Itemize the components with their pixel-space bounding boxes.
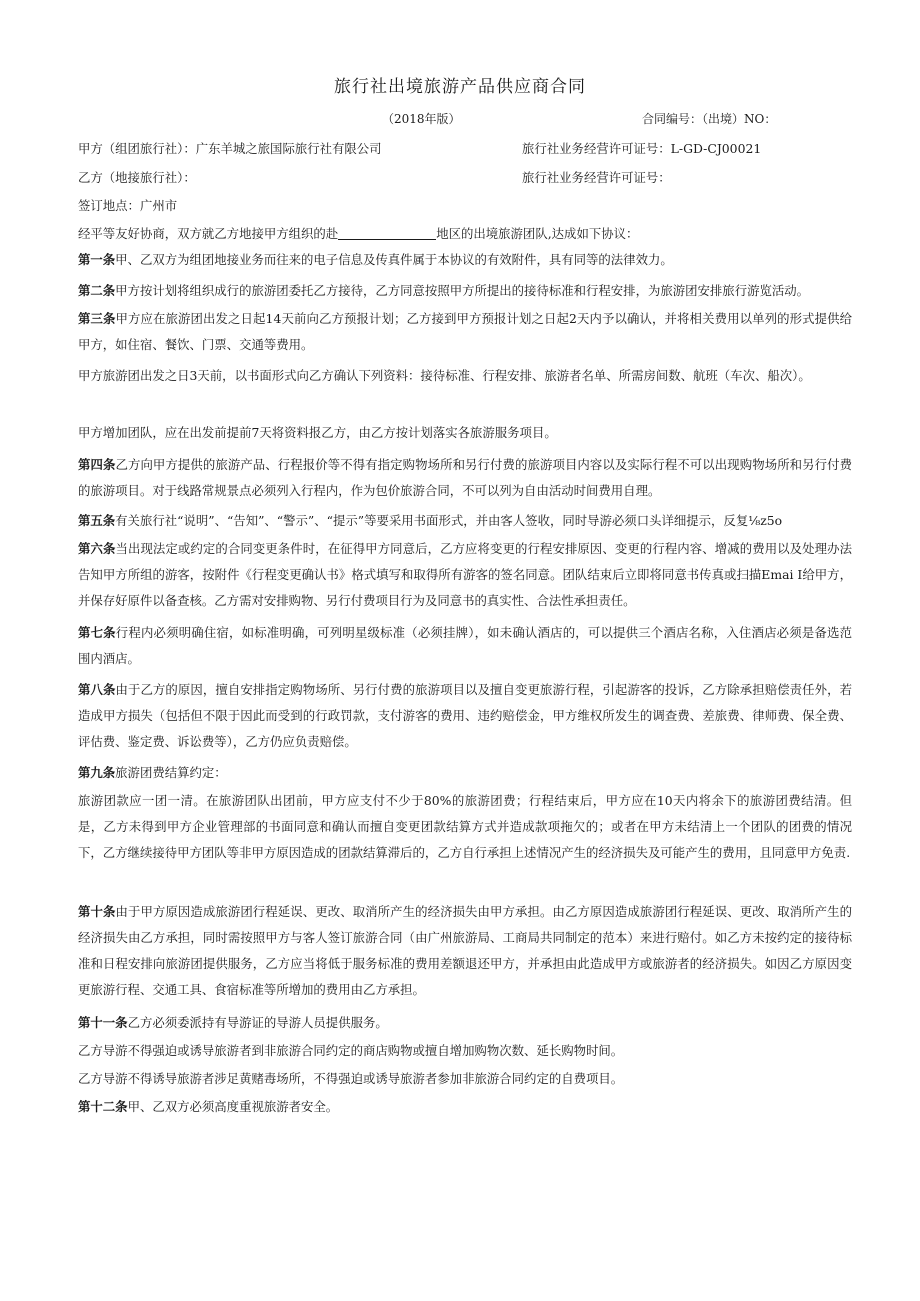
party-a-license: 旅行社业务经营许可证号：L-GD-CJ00021 <box>522 141 762 156</box>
article-12 <box>78 1094 852 1120</box>
edition-label: （2018年版） <box>382 112 461 126</box>
contract-number-label: 合同编号：（出境）NO： <box>642 112 777 126</box>
page-title: 旅行社出境旅游产品供应商合同 <box>334 77 586 97</box>
party-a-label: 甲方（组团旅行社）：广东羊城之旅国际旅行社有限公司 <box>78 141 382 156</box>
article-3 <box>78 306 852 358</box>
article-12-body: 甲、乙双方必须高度重视旅游者安全。 <box>127 1099 339 1114</box>
article-4-body: 乙方向甲方提供的旅游产品、行程报价等不得有指定购物场所和另行付费的旅游项目内容以及实际行程不可以出现购物场所和另行付费的旅游项目。对于线路常规景点必须列入行程内，作为包价旅游合同，不可以列为自由活动时间费用自理。 <box>78 457 853 498</box>
article-11-paragraph-3: 乙方导游不得诱导旅游者涉足黄赌毒场所，不得强迫或诱导旅游者参加非旅游合同约定的自费项目。 <box>78 1071 624 1086</box>
article-6 <box>78 536 852 614</box>
article-6-head: 第六条 <box>78 541 116 556</box>
article-3-body: 甲方应在旅游团出发之日起14天前向乙方预报计划；乙方接到甲方预报计划之日起2天内予以确认，并将相关费用以单列的形式提供给甲方，如住宿、餐饮、门票、交通等费用。 <box>78 311 852 352</box>
destination-blank <box>338 226 436 240</box>
sign-place: 签订地点：广州市 <box>78 198 178 213</box>
article-2 <box>78 278 852 304</box>
article-8-head: 第八条 <box>78 682 116 697</box>
article-9 <box>78 760 852 786</box>
article-9-body: 旅游团费结算约定： <box>115 765 227 780</box>
article-9-paragraph-2: 旅游团款应一团一清。在旅游团队出团前，甲方应支付不少于80%的旅游团费；行程结束后，甲方应在10天内将余下的旅游团费结清。但是，乙方未得到甲方企业管理部的书面同意和确认而擅自变更团款结算方式并造成款项拖欠的；或者在甲方未结清上一个团队的团费的情况下，乙方继续接待甲方团队等非甲方原因造成的团款结算滞后的，乙方自行承担上述情况产生的经济损失及可能产生的费用，且同意甲方免责. <box>78 793 852 860</box>
article-3-paragraph-3: 甲方增加团队，应在出发前提前7天将资料报乙方，由乙方按计划落实各旅游服务项目。 <box>78 425 557 440</box>
article-10 <box>78 899 852 1003</box>
intro-after: 地区的出境旅游团队,达成如下协议： <box>436 226 639 241</box>
article-1 <box>78 247 852 273</box>
intro-before: 经平等友好协商，双方就乙方地接甲方组织的赴 <box>78 226 339 241</box>
article-8-body: 由于乙方的原因，擅自安排指定购物场所、另行付费的旅游项目以及擅自变更旅游行程，引起游客的投诉，乙方除承担赔偿责任外，若造成甲方损失（包括但不限于因此而受到的行政罚款，支付游客的费用、违约赔偿金，甲方维权所发生的调查费、差旅费、律师费、保全费、评估费、鉴定费、诉讼费等），乙方仍应负责赔偿。 <box>78 682 853 749</box>
article-5-head: 第五条 <box>78 513 116 528</box>
article-6-body: 当出现法定或约定的合同变更条件时，在征得甲方同意后，乙方应将变更的行程安排原因、变更的行程内容、增减的费用以及处理办法告知甲方所组的游客，按附件《行程变更确认书》格式填写和取得所有游客的签名同意。团队结束后立即将同意书传真或扫描Emai I给甲方，并保存好原件以备查核。乙方需对安排购物、另行付费项目行为及同意书的真实性、合法性承担责任。 <box>78 541 853 608</box>
article-7-head: 第七条 <box>78 625 116 640</box>
article-1-body: 甲、乙双方为组团地接业务而往来的电子信息及传真件属于本协议的有效附件，具有同等的法律效力。 <box>115 252 673 267</box>
article-9-head: 第九条 <box>78 765 116 780</box>
article-3-head: 第三条 <box>78 311 116 326</box>
article-1-head: 第一条 <box>78 252 116 267</box>
intro-line <box>78 224 638 242</box>
article-12-head: 第十二条 <box>78 1099 128 1114</box>
article-4 <box>78 452 852 504</box>
article-11-paragraph-2: 乙方导游不得强迫或诱导旅游者到非旅游合同约定的商店购物或擅自增加购物次数、延长购物时间。 <box>78 1043 624 1058</box>
article-5 <box>78 508 852 534</box>
article-8 <box>78 677 852 755</box>
article-2-head: 第二条 <box>78 283 116 298</box>
article-4-head: 第四条 <box>78 457 116 472</box>
article-7 <box>78 620 852 672</box>
article-5-body: 有关旅行社“说明”、“告知”、“警示”、“提示”等要采用书面形式，并由客人签收，同时导游必须口头详细提示，反复⅛z5o <box>115 513 783 528</box>
article-10-body: 由于甲方原因造成旅游团行程延误、更改、取消所产生的经济损失由甲方承担。由乙方原因造成旅游团行程延误、更改、取消所产生的经济损失由乙方承担，同时需按照甲方与客人签订旅游合同（由广州旅游局、工商局共同制定的范本）来进行赔付。如乙方未按约定的接待标准和日程安排向旅游团提供服务，乙方应当将低于服务标准的费用差额退还甲方，并承担由此造成甲方或旅游者的经济损失。如因乙方原因变更旅游行程、交通工具、食宿标准等所增加的费用由乙方承担。 <box>78 904 853 997</box>
article-11 <box>78 1010 852 1036</box>
article-2-body: 甲方按计划将组织成行的旅游团委托乙方接待，乙方同意按照甲方所提出的接待标准和行程安排，为旅游团安排旅行游览活动。 <box>115 283 810 298</box>
article-7-body: 行程内必须明确住宿，如标准明确，可列明星级标准（必须挂牌），如未确认酒店的，可以提供三个酒店名称，入住酒店必须是备选范围内酒店。 <box>78 625 852 666</box>
party-b-label: 乙方（地接旅行社）： <box>78 170 196 185</box>
article-11-head: 第十一条 <box>78 1015 128 1030</box>
article-11-body: 乙方必须委派持有导游证的导游人员提供服务。 <box>127 1015 388 1030</box>
party-b-license: 旅行社业务经营许可证号： <box>522 170 671 185</box>
article-3-paragraph-2: 甲方旅游团出发之日3天前，以书面形式向乙方确认下列资料：接待标准、行程安排、旅游者名单、所需房间数、航班（车次、船次）。 <box>78 368 811 383</box>
article-10-head: 第十条 <box>78 904 116 919</box>
